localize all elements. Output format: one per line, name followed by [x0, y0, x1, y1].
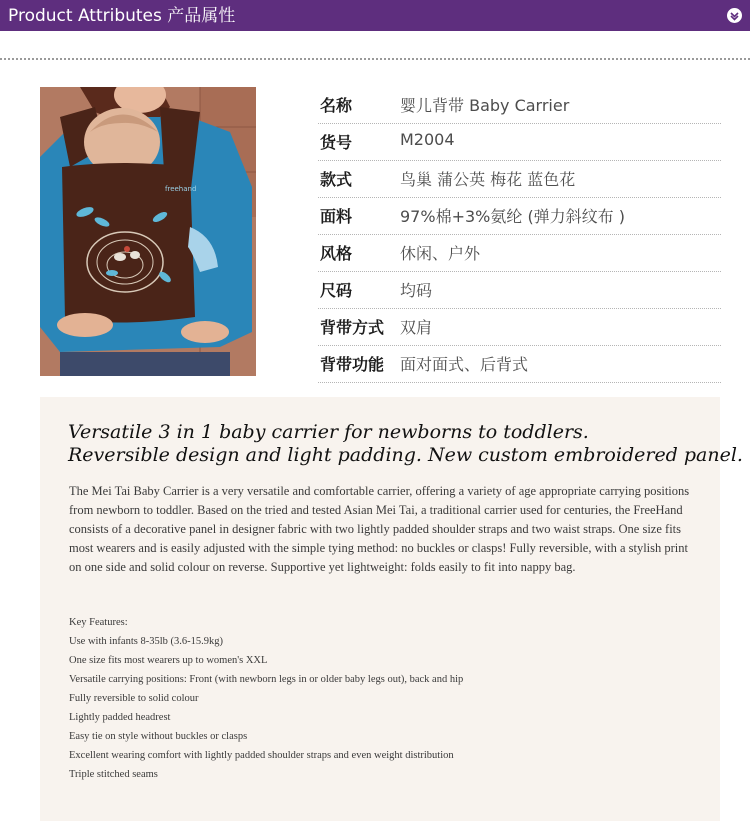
- attribute-value: 鸟巢 蒲公英 梅花 蓝色花: [400, 170, 576, 189]
- feature-item: Versatile carrying positions: Front (with newborn legs in or older baby legs out), back and hip: [69, 674, 464, 685]
- feature-item: Fully reversible to solid colour: [69, 693, 199, 704]
- attribute-value: 面对面式、后背式: [400, 355, 529, 374]
- section-header: [0, 0, 750, 31]
- chevron-down-icon[interactable]: [727, 8, 742, 23]
- feature-item: Use with infants 8-35lb (3.6-15.9kg): [69, 636, 223, 647]
- attribute-label: 面料: [320, 207, 353, 226]
- attribute-label: 款式: [320, 170, 353, 189]
- attribute-row: [318, 161, 721, 198]
- attribute-label: 风格: [320, 244, 353, 263]
- product-photo: [40, 87, 256, 376]
- feature-item: Excellent wearing comfort with lightly padded shoulder straps and even weight distribution: [69, 750, 454, 761]
- attribute-value: M2004: [400, 130, 455, 149]
- svg-text:freehand: freehand: [165, 185, 197, 193]
- attribute-label: 名称: [320, 96, 353, 115]
- headline-line-1: Versatile 3 in 1 baby carrier for newborns to toddlers.: [68, 421, 589, 443]
- attribute-row: [318, 87, 721, 124]
- attribute-value: 休闲、户外: [400, 244, 481, 263]
- attribute-label: 背带方式: [320, 318, 385, 337]
- headline-line-2: Reversible design and light padding. New custom embroidered panel.: [68, 444, 743, 466]
- attribute-label: 货号: [320, 133, 353, 152]
- dotted-divider: [0, 58, 750, 60]
- attribute-value: 双肩: [400, 318, 433, 337]
- feature-item: Easy tie on style without buckles or clasps: [69, 731, 248, 742]
- section-title: Product Attributes 产品属性: [8, 6, 236, 26]
- attribute-value: 婴儿背带 Baby Carrier: [400, 96, 570, 115]
- attribute-row: [318, 272, 721, 309]
- key-features-title: Key Features:: [69, 617, 128, 628]
- attribute-row: [318, 235, 721, 272]
- feature-item: Triple stitched seams: [69, 769, 158, 780]
- attribute-row: [318, 198, 721, 235]
- attribute-label: 背带功能: [320, 355, 385, 374]
- attribute-value: 均码: [400, 281, 433, 300]
- description-panel: [40, 397, 743, 821]
- attribute-row: [318, 309, 721, 346]
- feature-item: One size fits most wearers up to women's XXL: [69, 655, 268, 666]
- attribute-row: [318, 124, 721, 161]
- feature-item: Lightly padded headrest: [69, 712, 171, 723]
- attribute-value: 97%棉+3%氨纶 (弹力斜纹布 ): [400, 207, 626, 226]
- attribute-label: 尺码: [320, 281, 353, 300]
- key-features: [69, 613, 699, 784]
- description-body: The Mei Tai Baby Carrier is a very versatile and comfortable carrier, offering a variety of age appropriate carrying positions from newborn to toddler. Based on the tried and tested Asian Mei Tai, a traditional carrier used for centuries, the FreeHand consists of a decorative panel in designer fabric with two lightly padded shoulder straps and two waist straps. One size fits most wearers and is easily adjusted with the simple tying method: no buckles or clasps! Fully reversible, with a stylish print on one side and solid colour on reverse. Supportive yet lightweight: folds easily to fit into nappy bag.: [69, 484, 690, 574]
- description-headline: [68, 421, 743, 467]
- attribute-list: [318, 87, 721, 383]
- attribute-row: [318, 346, 721, 383]
